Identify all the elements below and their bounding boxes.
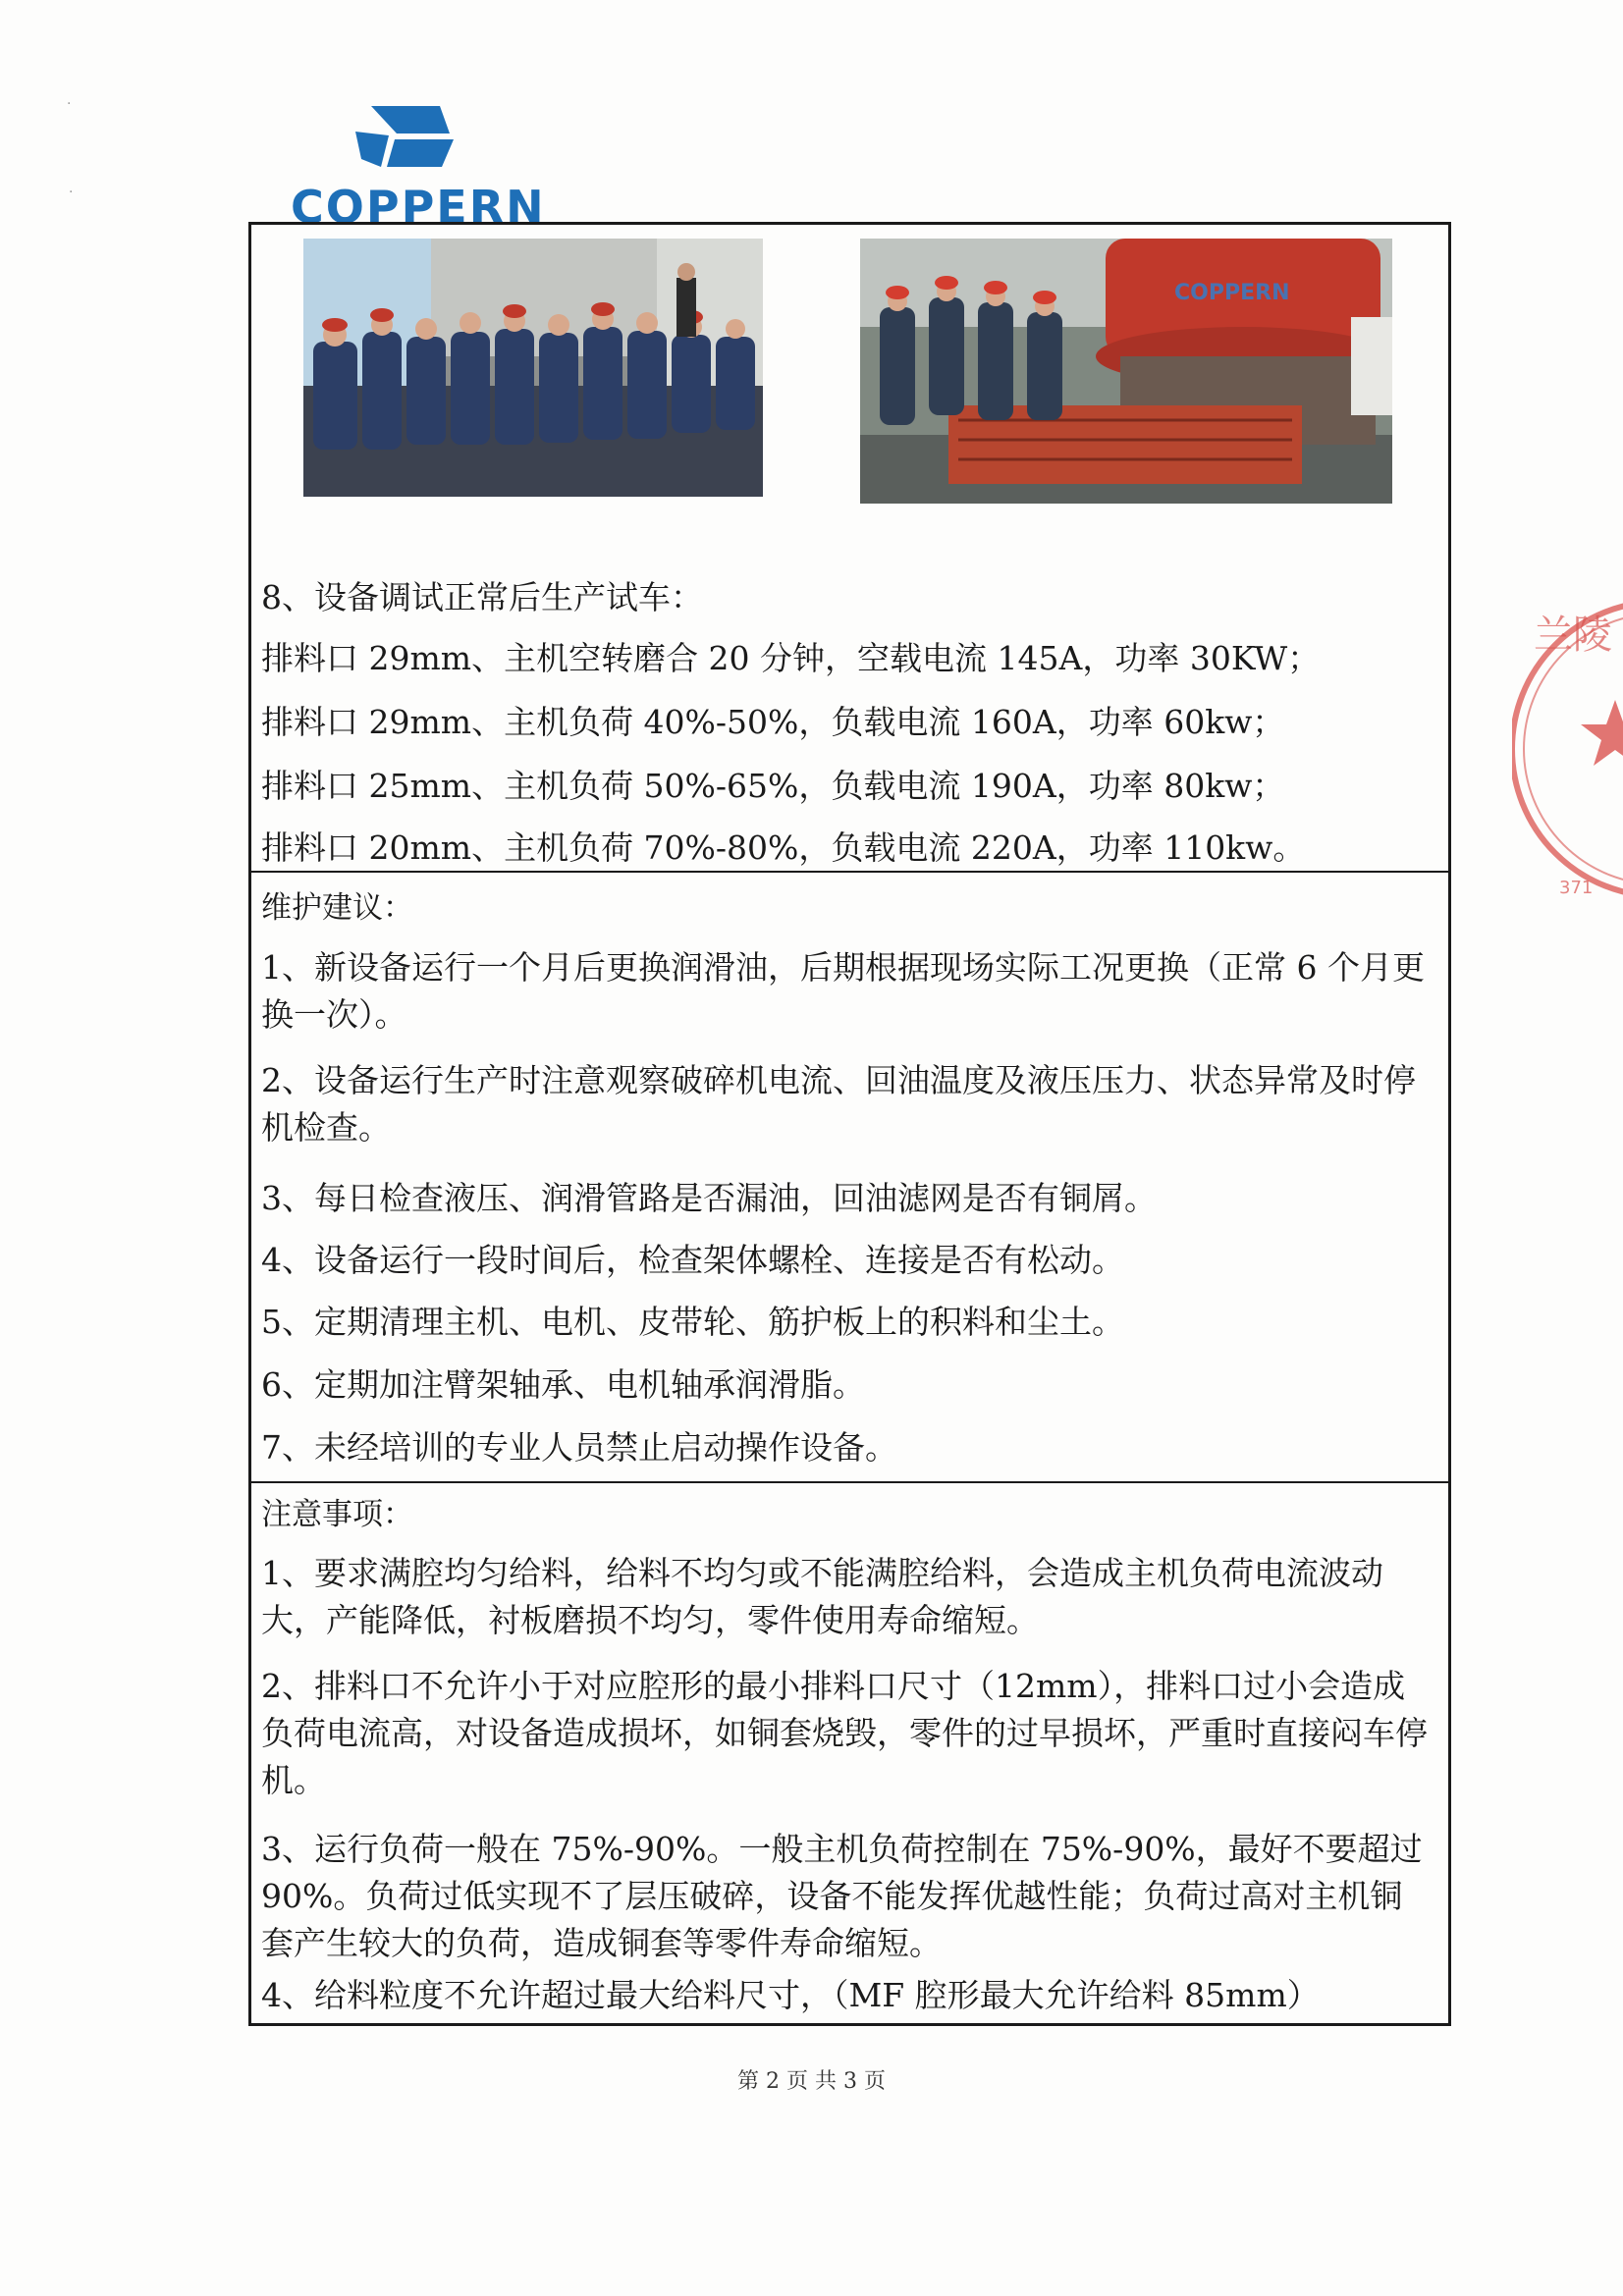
crusher-inspection-photo [860, 239, 1392, 504]
trial-line: 排料口 29mm、主机空转磨合 20 分钟，空载电流 145A，功率 30KW； [261, 639, 1321, 677]
maintenance-item: 4、设备运行一段时间后，检查架体螺栓、连接是否有松动。 [261, 1241, 1124, 1279]
maintenance-item: 7、未经培训的专业人员禁止启动操作设备。 [261, 1428, 897, 1467]
svg-text:371: 371 [1559, 878, 1594, 898]
maintenance-item: 1、新设备运行一个月后更换润滑油，后期根据现场实际工况更换（正常 6 个月更换一次）。 [261, 948, 1425, 1034]
notes-heading: 注意事项： [261, 1497, 413, 1532]
coppern-logo [291, 102, 546, 234]
trial-title: 8、设备调试正常后生产试车： [261, 578, 703, 616]
scan-speck: · [67, 96, 72, 112]
logo-mark-icon [352, 102, 460, 171]
maintenance-item: 3、每日检查液压、润滑管路是否漏油，回油滤网是否有铜屑。 [261, 1179, 1157, 1217]
notes-item: 1、要求满腔均匀给料，给料不均匀或不能满腔给料，会造成主机负荷电流波动大，产能降低，衬板磨损不均匀，零件使用寿命缩短。 [261, 1554, 1383, 1639]
report-table [248, 222, 1451, 2026]
svg-text:COPPERN: COPPERN [1174, 281, 1290, 305]
trial-line: 排料口 20mm、主机负荷 70%-80%，负载电流 220A，功率 110kw。 [261, 828, 1306, 867]
notes-item: 2、排料口不允许小于对应腔形的最小排料口尺寸（12mm），排料口过小会造成负荷电流高，对设备造成损坏，如铜套烧毁，零件的过早损坏，严重时直接闷车停机。 [261, 1667, 1428, 1799]
trial-line: 排料口 25mm、主机负荷 50%-65%，负载电流 190A，功率 80kw； [261, 767, 1285, 805]
logo-text: COPPERN [291, 181, 546, 234]
scan-speck: · [69, 185, 74, 200]
company-seal-stamp [1512, 577, 1623, 921]
maintenance-item: 5、定期清理主机、电机、皮带轮、筋护板上的积料和尘土。 [261, 1303, 1124, 1341]
maintenance-item: 6、定期加注臂架轴承、电机轴承润滑脂。 [261, 1365, 865, 1404]
trial-line: 排料口 29mm、主机负荷 40%-50%，负载电流 160A，功率 60kw； [261, 703, 1285, 741]
maintenance-item: 2、设备运行生产时注意观察破碎机电流、回油温度及液压压力、状态异常及时停机检查。 [261, 1061, 1416, 1147]
training-session-photo [303, 239, 763, 497]
maintenance-heading: 维护建议： [261, 890, 413, 926]
row-divider [251, 871, 1448, 873]
page-footer: 第 2 页 共 3 页 [737, 2069, 886, 2094]
notes-item: 3、运行负荷一般在 75%-90%。一般主机负荷控制在 75%-90%，最好不要超过 90%。负荷过低实现不了层压破碎，设备不能发挥优越性能；负荷过高对主机铜套产生较大的负荷，造成铜套等零件寿命缩短。 [261, 1830, 1423, 1962]
row-divider [251, 1481, 1448, 1483]
notes-item: 4、给料粒度不允许超过最大给料尺寸，（MF 腔形最大允许给料 85mm） [261, 1976, 1320, 2014]
svg-text:兰陵: 兰陵 [1534, 613, 1612, 658]
